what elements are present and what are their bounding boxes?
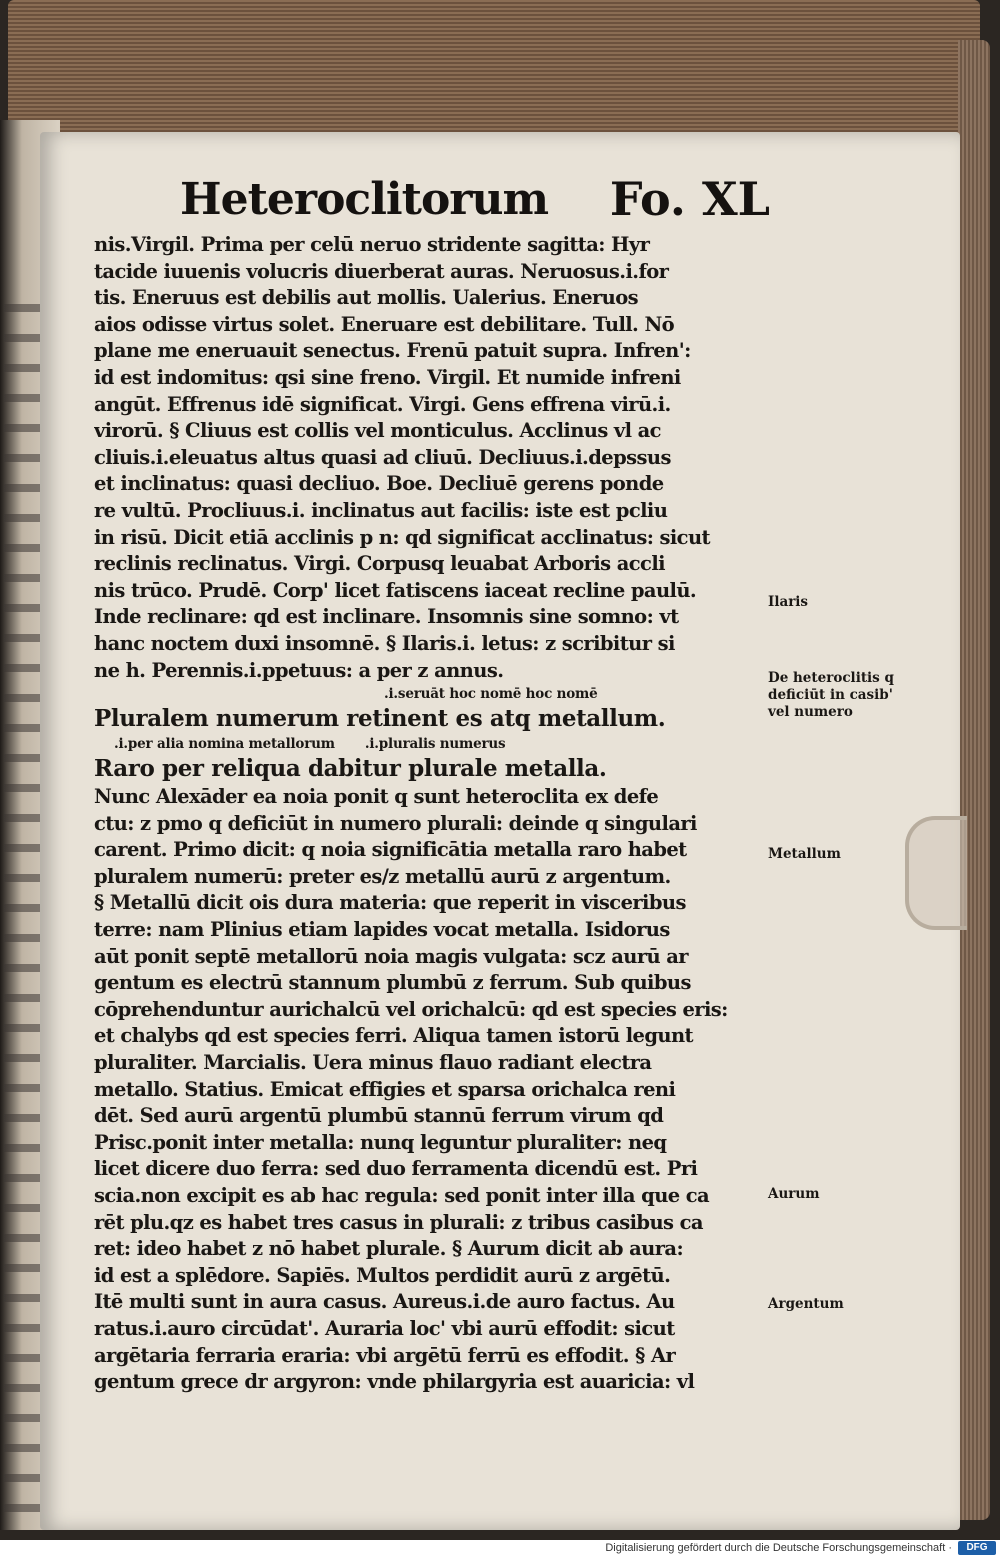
marginal-note: Metallum	[768, 846, 841, 862]
text-line: aios odisse virtus solet. Eneruare est debilitare. Tull. Nō	[94, 312, 675, 336]
text-line: cliuis.i.eleuatus altus quasi ad cliuū. Decliuus.i.depssus	[94, 445, 671, 469]
text-line: § Metallū dicit ois dura materia: que reperit in visceribus	[94, 891, 686, 915]
text-line: cōprehenduntur aurichalcū vel orichalcū: qd est species eris:	[94, 997, 728, 1021]
verse-line: Pluralem numerum retinent es atq metallum.	[94, 705, 666, 733]
text-line: Inde reclinare: qd est inclinare. Insomnis sine somno: vt	[94, 605, 679, 629]
funding-credit: Digitalisierung gefördert durch die Deutsche Forschungsgemeinschaft ·	[605, 1542, 952, 1554]
text-line: in risū. Dicit etiā acclinis p n: qd significat acclinatus: sicut	[94, 525, 710, 549]
text-line: ratus.i.auro circūdat'. Auraria loc' vbi aurū effodit: sicut	[94, 1316, 675, 1340]
footer-bar	[0, 1540, 1000, 1557]
text-line: Nunc Alexāder ea noia ponit q sunt heteroclita ex defe	[94, 785, 659, 809]
text-line: dēt. Sed aurū argentū plumbū stannū ferrum virum qd	[94, 1104, 664, 1128]
text-line: tacide iuuenis volucris diuerberat auras. Neruosus.i.for	[94, 259, 669, 283]
text-line: nis trūco. Prudē. Corp' licet fatiscens iaceat recline paulū.	[94, 578, 697, 602]
running-title: Heteroclitorum	[180, 174, 549, 225]
text-line: ret: ideo habet z nō habet plurale. § Aurum dicit ab aura:	[94, 1237, 684, 1261]
gloss-fragment: .i.per alia nomina metallorum	[114, 736, 335, 753]
text-line: et chalybs qd est species ferri. Aliqua tamen istorū legunt	[94, 1024, 693, 1048]
interlinear-gloss	[94, 734, 774, 754]
text-line: argētaria ferraria eraria: vbi argētū ferrū es effodit. § Ar	[94, 1343, 676, 1367]
text-line: Itē multi sunt in aura casus. Aureus.i.de auro factus. Au	[94, 1290, 675, 1314]
book-top-edge	[8, 0, 980, 150]
marginal-note: Ilaris	[768, 594, 809, 610]
text-line: plane me eneruauit senectus. Frenū patuit supra. Infren':	[94, 339, 691, 363]
commentary-part-1	[94, 232, 774, 684]
text-line: reclinis reclinatus. Virgi. Corpusq leuabat Arboris accli	[94, 552, 665, 576]
text-line: licet dicere duo ferra: sed duo ferramenta dicendū est. Pri	[94, 1157, 698, 1181]
text-line: pluralem numerū: preter es/z metallū aurū z argentum.	[94, 864, 671, 888]
text-line: pluraliter. Marcialis. Uera minus flauo radiant electra	[94, 1051, 652, 1075]
folio-number: Fo. XL	[609, 172, 770, 226]
text-line: scia.non excipit es ab hac regula: sed ponit inter illa que ca	[94, 1184, 710, 1207]
commentary-part-2	[94, 784, 774, 1396]
text-line: hanc noctem duxi insomnē. § Ilaris.i. letus: z scribitur si	[94, 631, 675, 655]
text-line: gentum es electrū stannum plumbū z ferrum. Sub quibus	[94, 971, 691, 995]
text-line: et inclinatus: quasi decliuo. Boe. Decliuē gerens ponde	[94, 472, 664, 496]
text-line: metallo. Statius. Emicat effigies et sparsa orichalca reni	[94, 1077, 676, 1101]
interlinear-gloss: .i.seruāt hoc nomē hoc nomē	[384, 686, 598, 703]
marginal-note: De heteroclitis q deficiūt in casib' vel numero	[768, 670, 894, 720]
marginal-note: Argentum	[768, 1296, 844, 1312]
text-line: nis.Virgil. Prima per celū neruo stridente sagitta: Hyr	[94, 233, 650, 256]
text-line: re vultū. Procliuus.i. inclinatus aut facilis: iste est pcliu	[94, 498, 668, 522]
text-line: virorū. § Cliuus est collis vel monticulus. Acclinus vl ac	[94, 419, 661, 443]
main-text-block	[94, 232, 774, 1396]
text-line: Prisc.ponit inter metalla: nunq leguntur pluraliter: neq	[94, 1130, 667, 1154]
text-line: ctu: z pmo q deficiūt in numero plurali: deinde q singulari	[94, 811, 697, 835]
book-clasp	[905, 816, 967, 930]
text-line: angūt. Effrenus idē significat. Virgi. Gens effrena virū.i.	[94, 392, 671, 416]
text-line: id est indomitus: qsi sine freno. Virgil. Et numide infreni	[94, 365, 681, 389]
dfg-logo: DFG	[958, 1541, 996, 1555]
text-line: terre: nam Plinius etiam lapides vocat metalla. Isidorus	[94, 918, 670, 942]
text-line: ne h. Perennis.i.ppetuus: a per z annus.	[94, 658, 504, 682]
marginal-note: Aurum	[768, 1186, 820, 1202]
text-line: gentum grece dr argyron: vnde philargyria est auaricia: vl	[94, 1370, 695, 1394]
text-line: aūt ponit septē metallorū noia magis vulgata: scz aurū ar	[94, 944, 688, 968]
text-line: tis. Eneruus est debilis aut mollis. Ualerius. Eneruos	[94, 286, 639, 310]
text-line: id est a splēdore. Sapiēs. Multos perdidit aurū z argētū.	[94, 1263, 671, 1287]
gloss-fragment: .i.pluralis numerus	[364, 736, 506, 753]
page-header	[180, 172, 770, 232]
text-line: carent. Primo dicit: q noia significātia metalla raro habet	[94, 838, 687, 862]
book-fore-edge	[958, 40, 990, 1520]
verse-line: Raro per reliqua dabitur plurale metalla.	[94, 755, 607, 783]
text-line: rēt plu.qz es habet tres casus in plurali: z tribus casibus ca	[94, 1210, 703, 1234]
